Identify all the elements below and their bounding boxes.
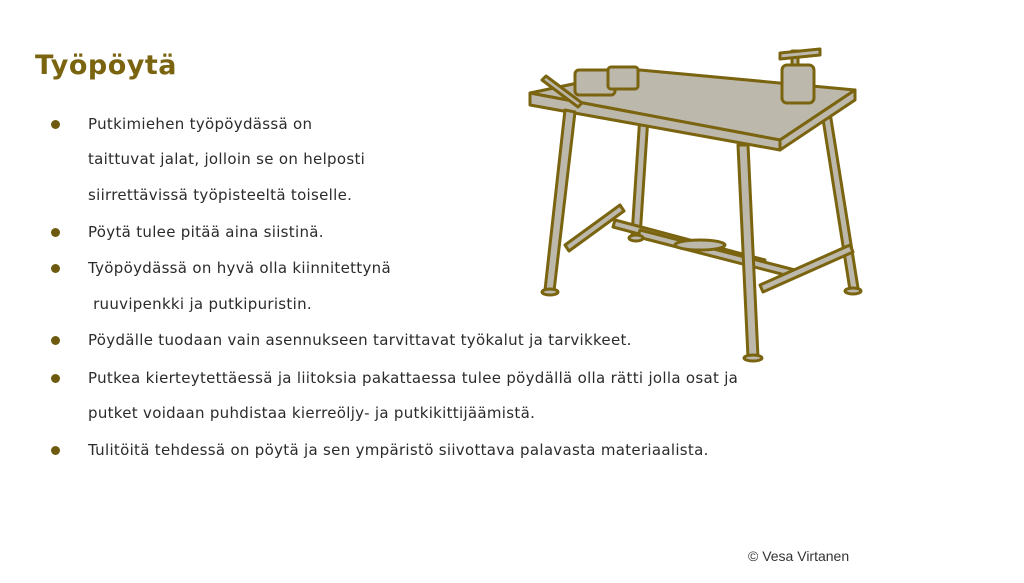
bullet-dot [51,228,60,237]
bullet-dot [51,264,60,273]
copyright-text: © Vesa Virtanen [748,548,850,564]
bullet-text: Pöytä tulee pitää aina siistinä. [88,223,324,241]
slide-title: Työpöytä [35,50,177,81]
bullet-text-continued: ruuvipenkki ja putkipuristin. [88,295,312,313]
workbench-illustration [520,45,865,365]
bullet-text: Putkimiehen työpöydässä on [88,115,313,133]
bullet-dot [51,336,60,345]
bullet-text-continued: taittuvat jalat, jolloin se on helposti [88,150,366,168]
bullet-text-continued: putket voidaan puhdistaa kierreöljy- ja putkikittijäämistä. [88,404,536,422]
bullet-text: Putkea kierteytettäessä ja liitoksia pakattaessa tulee pöydällä olla rätti jolla osat ja [88,369,739,387]
bullet-text-continued: siirrettävissä työpisteeltä toiselle. [88,186,353,204]
bullet-dot [51,120,60,129]
bullet-text: Työpöydässä on hyvä olla kiinnitettynä [88,259,391,277]
bullet-text: Pöydälle tuodaan vain asennukseen tarvittavat työkalut ja tarvikkeet. [88,331,632,349]
bullet-dot [51,374,60,383]
bullet-dot [51,446,60,455]
bullet-text: Tulitöitä tehdessä on pöytä ja sen ympäristö siivottava palavasta materiaalista. [88,441,709,459]
